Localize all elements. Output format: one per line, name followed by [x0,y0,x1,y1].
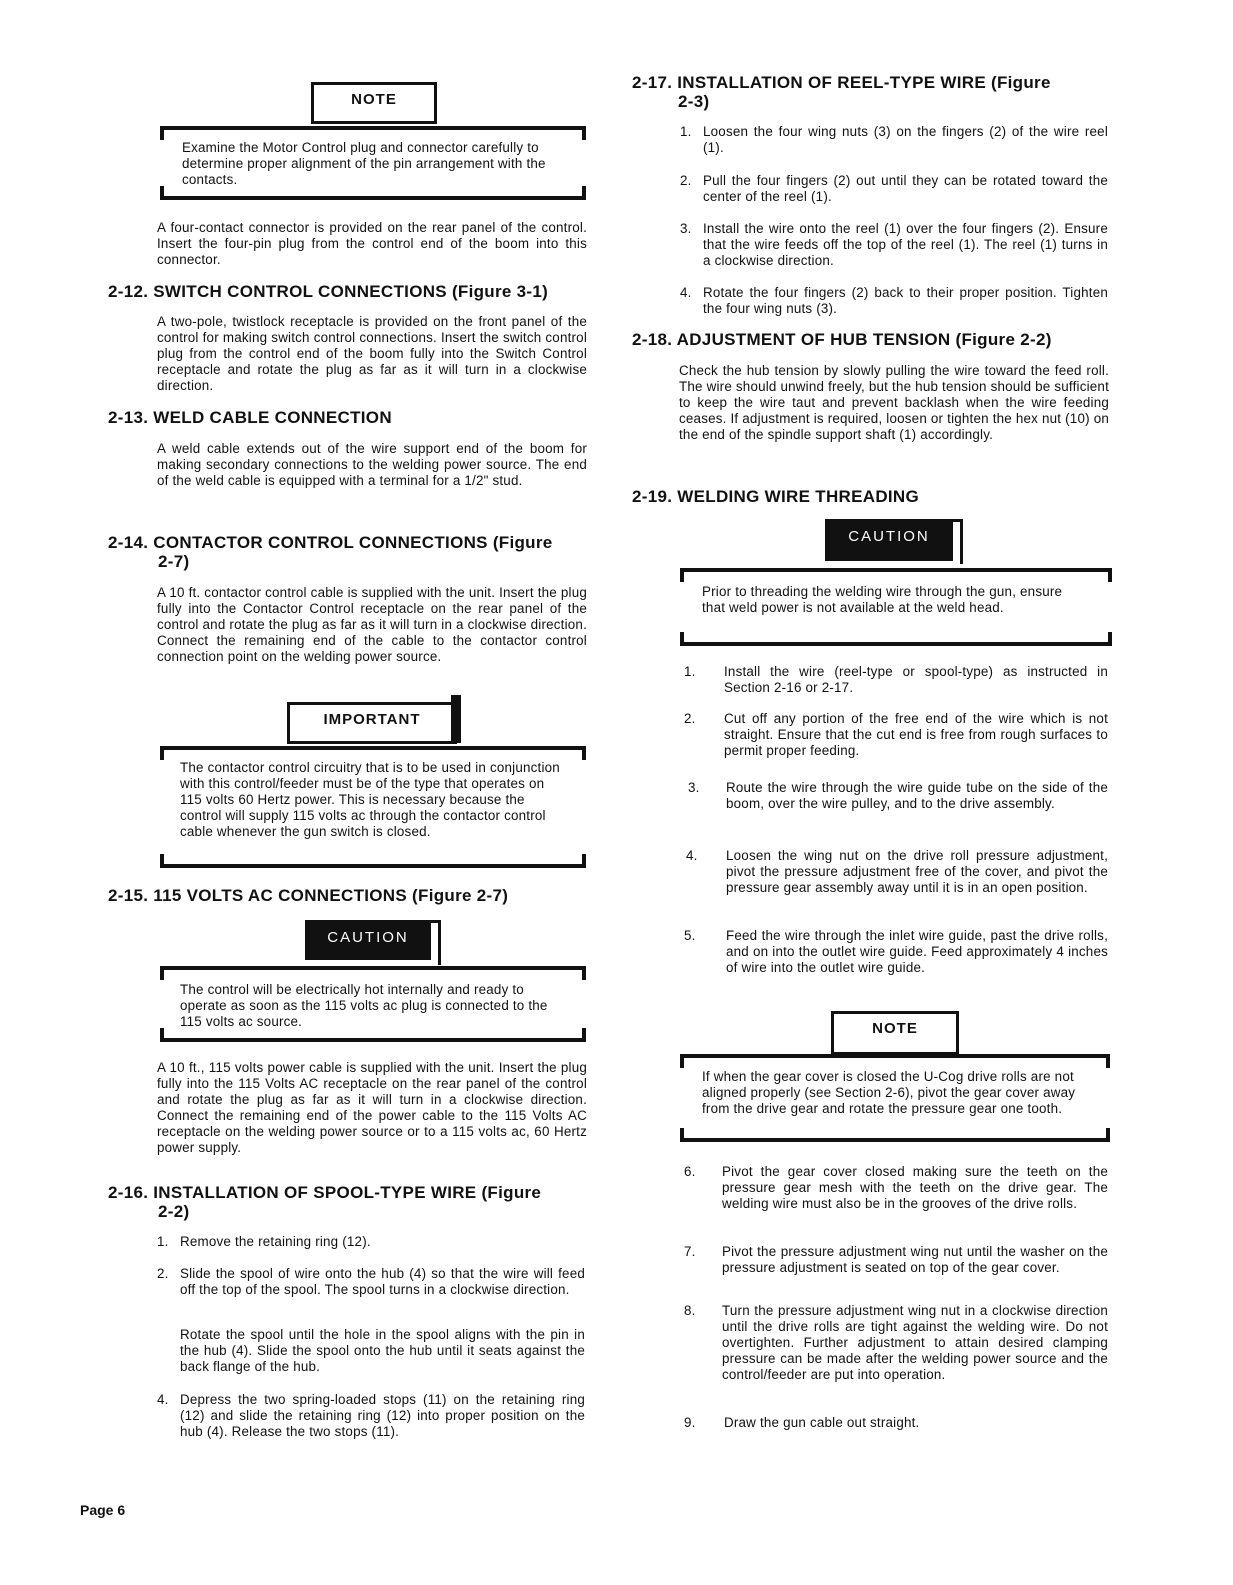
section-2-13-heading [108,408,588,427]
section-title: 115 VOLTS AC CONNECTIONS (Figure 2-7) [153,886,509,905]
important-callout [160,746,586,868]
list-item: 3. Route the wire through the wire guide tube on the side of the boom, over the wire pulley, and to the drive assembly. [688,780,1108,811]
caution-text: The control will be electrically hot internally and ready to operate as soon as the 115 volts ac plug is connected to the 115 volts ac source. [180,982,548,1029]
caution-text: Prior to threading the welding wire through the gun, ensure that weld power is not available at the weld head. [702,584,1063,615]
section-number: 2-17. [632,73,673,92]
important-label-shadow [451,695,461,743]
note-text: If when the gear cover is closed the U-Cog drive rolls are not aligned properly (see Section 2-6), pivot the gear cover away from the drive gear and rotate the pressure gear one tooth. [702,1069,1076,1116]
list-item: 6. Pivot the gear cover closed making sure the teeth on the pressure gear mesh with the teeth on the drive gear. The welding wire must also be in the grooves of the drive rolls. [684,1164,1108,1211]
section-2-12-heading [108,282,588,301]
list-item: Rotate the spool until the hole in the spool aligns with the pin in the hub (4). Slide the spool onto the hub until it seats against the back flange of the hub. [180,1327,585,1374]
section-title-cont: 2-7) [158,552,190,571]
note-callout [160,126,586,200]
list-item: 4. Rotate the four fingers (2) back to their proper position. Tighten the four wing nuts (3). [680,285,1108,316]
section-title: CONTACTOR CONTROL CONNECTIONS (Figure [153,533,553,552]
section-number: 2-15. [108,886,149,905]
list-item: 7. Pivot the pressure adjustment wing nut until the washer on the pressure adjustment is seated on top of the gear cover. [684,1244,1108,1275]
list-item: 4. Loosen the wing nut on the drive roll pressure adjustment, pivot the pressure adjustment free of the cover, and pivot the pressure gear assembly away until it is in an open position. [686,848,1108,895]
section-2-19-heading [632,487,1112,506]
section-2-14-text: A 10 ft. contactor control cable is supplied with the unit. Insert the plug fully into the Contactor Control receptacle on the rear panel of the control and rotate the plug as far as it will turn in a clockwise direction. Connect the remaining end of the cable to the contactor control connection point on the welding power source. [157,585,587,664]
section-2-15-text: A 10 ft., 115 volts power cable is supplied with the unit. Insert the plug fully into the 115 Volts AC receptacle on the rear panel of the control and rotate the plug as far as it will turn in a clockwise direction. Connect the remaining end of the power cable to the 115 Volts AC receptacle on the welding power source or to a 115 volts ac, 60 Hertz power supply. [157,1060,587,1155]
section-title-cont: 2-3) [678,92,710,111]
list-item: 5. Feed the wire through the inlet wire guide, past the drive rolls, and on into the outlet wire guide. Feed approximately 4 inches of wire into the outlet wire guide. [684,928,1108,975]
section-number: 2-12. [108,282,149,301]
section-title-cont: 2-2) [158,1202,190,1221]
section-2-16-heading [108,1183,588,1221]
section-title: INSTALLATION OF REEL-TYPE WIRE (Figure [677,73,1051,92]
section-number: 2-19. [632,487,673,506]
list-item: 1. Loosen the four wing nuts (3) on the fingers (2) of the wire reel (1). [680,124,1108,155]
list-item: 4. Depress the two spring-loaded stops (11) on the retaining ring (12) and slide the retaining ring (12) into proper position on the hub (4). Release the two stops (11). [157,1392,585,1439]
caution-label: CAUTION [825,519,953,561]
section-number: 2-18. [632,330,673,349]
section-2-18-text: Check the hub tension by slowly pulling the wire toward the feed roll. The wire should unwind freely, but the hub tension should be sufficient to keep the wire taut and prevent backlash when the wire feeding ceases. If adjustment is required, loosen or tighten the hex nut (10) on the end of the spindle support shaft (1) accordingly. [679,363,1109,442]
note-label: NOTE [831,1011,959,1055]
list-item: 1. Install the wire (reel-type or spool-type) as instructed in Section 2-16 or 2-17. [684,664,1108,695]
section-number: 2-16. [108,1183,149,1202]
list-item: 2. Pull the four fingers (2) out until they can be rotated toward the center of the reel (1). [680,173,1108,204]
section-title: WELDING WIRE THREADING [677,487,920,506]
caution-callout [160,966,586,1042]
section-number: 2-13. [108,408,149,427]
section-2-18-heading [632,330,1112,349]
section-2-12-text: A two-pole, twistlock receptacle is provided on the front panel of the control for making switch control connections. Insert the switch control plug from the control end of the boom fully into the Switch Control receptacle and rotate the plug as far as it will turn in a clockwise direction. [157,314,587,393]
section-title: SWITCH CONTROL CONNECTIONS (Figure 3-1) [153,282,549,301]
intro-paragraph: A four-contact connector is provided on the rear panel of the control. Insert the four-pin plug from the control end of the boom into this connector. [157,220,587,267]
section-title: WELD CABLE CONNECTION [153,408,392,427]
caution-label: CAUTION [305,920,431,960]
section-title: ADJUSTMENT OF HUB TENSION (Figure 2-2) [676,330,1052,349]
important-text: The contactor control circuitry that is to be used in conjunction with this control/feeder must be of the type that operates on 115 volts 60 Hertz power. This is necessary because the control will supply 115 volts ac through the contactor control cable whenever the gun switch is closed. [180,760,560,839]
list-item: 8. Turn the pressure adjustment wing nut in a clockwise direction until the drive rolls are tight against the welding wire. Do not overtighten. Further adjustment to attain desired clamping pressure can be made after the welding power source and the control/feeder are put into operation. [684,1303,1108,1382]
list-item: 2. Cut off any portion of the free end of the wire which is not straight. Ensure that the cut end is free from rough surfaces to permit proper feeding. [684,711,1108,758]
note-text: Examine the Motor Control plug and connector carefully to determine proper alignment of the pin arrangement with the contacts. [182,140,546,187]
section-2-17-heading [632,73,1112,111]
note-label: NOTE [311,82,437,124]
important-label: IMPORTANT [287,702,457,744]
page-number: Page 6 [80,1502,126,1518]
list-item: 2. Slide the spool of wire onto the hub (4) so that the wire will feed off the top of the spool. The spool turns in a clockwise direction. [157,1266,585,1297]
section-number: 2-14. [108,533,149,552]
section-2-14-heading [108,533,588,571]
section-2-15-heading [108,886,588,905]
section-2-13-text: A weld cable extends out of the wire support end of the boom for making secondary connections to the welding power source. The end of the weld cable is equipped with a terminal for a 1/2" stud. [157,441,587,488]
note-callout [680,1054,1110,1142]
list-item: 9. Draw the gun cable out straight. [684,1415,920,1430]
caution-callout [680,568,1112,646]
list-item: 3. Install the wire onto the reel (1) over the four fingers (2). Ensure that the wire feeds off the top of the reel (1). The reel (1) turns in a clockwise direction. [680,221,1108,268]
section-title: INSTALLATION OF SPOOL-TYPE WIRE (Figure [153,1183,542,1202]
